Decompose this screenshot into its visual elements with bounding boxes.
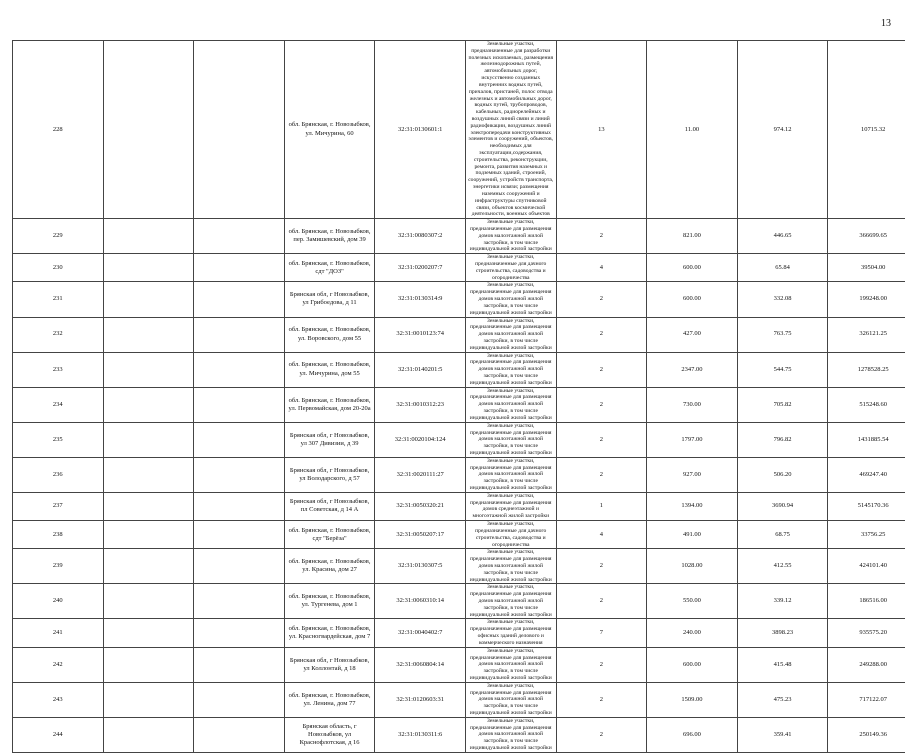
row-number: 243 [13, 682, 104, 717]
cadastral-number-cell: 32:31:0140201:5 [375, 352, 466, 387]
group-code-cell: 2 [556, 352, 647, 387]
table-row [13, 682, 905, 717]
row-number: 240 [13, 584, 104, 619]
cadastral-value-table [12, 40, 905, 753]
area-cell: 11.00 [647, 41, 738, 219]
land-use-cell: Земельные участки, предназначенные для разработки полезных ископаемых, размещения железнодорожных путей, автомобильных дорог, искусственно созданных внутренних водных путей, причалов, пристаней, полос отвода железных и автомобильных дорог, водных путей, трубопроводов, кабельных, радиорелейных и воздушных линий связи и линий радиофикации, воздушных линий электропередачи конструктивных элементов и сооружений, объектов, необходимых для эксплуатации,содержания, строительства, реконструкции, ремонта, развития наземных и подземных зданий, строений, сооружений, устройств транспорта, энергетики исвязи; размещения наземных сооружений и инфраструктуры спутниковой связи, объектов космической деятельности, военных объектов [465, 41, 556, 219]
gap-cell [194, 647, 285, 682]
table-row [13, 352, 905, 387]
land-use-cell: Земельные участки, предназначенные для размещения домов малоэтажной жилой застройки, в том числе индивидуальной жилой застройки [465, 352, 556, 387]
gap-cell [194, 457, 285, 492]
area-cell: 1394.00 [647, 492, 738, 520]
cadastral-value-cell: 10715.32 [828, 41, 905, 219]
area-cell: 427.00 [647, 317, 738, 352]
group-code-cell: 2 [556, 549, 647, 584]
address-cell: Брянская обл, г Новозыбков, ул 307 Дивизии, д 39 [284, 422, 375, 457]
table-row [13, 282, 905, 317]
specific-value-cell: 65.84 [737, 254, 828, 282]
table-row [13, 647, 905, 682]
row-number: 241 [13, 619, 104, 647]
table-row [13, 254, 905, 282]
cadastral-number-cell: 32:31:0060804:14 [375, 647, 466, 682]
group-code-cell: 2 [556, 717, 647, 752]
gap-cell [194, 317, 285, 352]
cadastral-value-cell: 366699.65 [828, 219, 905, 254]
cadastral-number-cell: 32:31:0200207:7 [375, 254, 466, 282]
group-code-cell: 2 [556, 219, 647, 254]
gap-cell [194, 41, 285, 219]
specific-value-cell: 446.65 [737, 219, 828, 254]
group-code-cell: 2 [556, 422, 647, 457]
specific-value-cell: 796.82 [737, 422, 828, 457]
group-code-cell: 2 [556, 387, 647, 422]
gap-cell [194, 492, 285, 520]
row-number: 228 [13, 41, 104, 219]
gap-cell [194, 387, 285, 422]
cadastral-value-cell: 249288.00 [828, 647, 905, 682]
area-cell: 600.00 [647, 647, 738, 682]
area-cell: 491.00 [647, 521, 738, 549]
table-row [13, 317, 905, 352]
address-cell: обл. Брянская, г. Новозыбков, ул. Мичурина, 60 [284, 41, 375, 219]
group-code-cell: 1 [556, 492, 647, 520]
group-code-cell: 2 [556, 282, 647, 317]
specific-value-cell: 974.12 [737, 41, 828, 219]
specific-value-cell: 763.75 [737, 317, 828, 352]
row-number: 244 [13, 717, 104, 752]
cadastral-value-cell: 39504.00 [828, 254, 905, 282]
specific-value-cell: 506.20 [737, 457, 828, 492]
gap-cell [194, 682, 285, 717]
specific-value-cell: 339.12 [737, 584, 828, 619]
address-cell: Брянская обл, г Новозыбков, ул Володарского, д 57 [284, 457, 375, 492]
cadastral-number-cell: 32:31:0120603:31 [375, 682, 466, 717]
cadastral-number-cell: 32:31:0130311:6 [375, 717, 466, 752]
blank-cell [103, 254, 194, 282]
group-code-cell: 2 [556, 584, 647, 619]
row-number: 235 [13, 422, 104, 457]
address-cell: Брянская обл, г Новозыбков, ул Коллонтай, д 18 [284, 647, 375, 682]
group-code-cell: 4 [556, 254, 647, 282]
cadastral-value-cell: 5145170.36 [828, 492, 905, 520]
address-cell: обл. Брянская, г. Новозыбков, пер. Замишевский, дом 39 [284, 219, 375, 254]
cadastral-value-cell: 1431885.54 [828, 422, 905, 457]
area-cell: 550.00 [647, 584, 738, 619]
gap-cell [194, 584, 285, 619]
cadastral-value-cell: 326121.25 [828, 317, 905, 352]
row-number: 237 [13, 492, 104, 520]
specific-value-cell: 3898.23 [737, 619, 828, 647]
area-cell: 240.00 [647, 619, 738, 647]
specific-value-cell: 415.48 [737, 647, 828, 682]
area-cell: 1028.00 [647, 549, 738, 584]
cadastral-value-cell: 515248.60 [828, 387, 905, 422]
cadastral-number-cell: 32:31:0130314:9 [375, 282, 466, 317]
blank-cell [103, 387, 194, 422]
blank-cell [103, 317, 194, 352]
cadastral-value-cell: 250149.36 [828, 717, 905, 752]
row-number: 238 [13, 521, 104, 549]
gap-cell [194, 422, 285, 457]
table-row [13, 387, 905, 422]
blank-cell [103, 492, 194, 520]
area-cell: 730.00 [647, 387, 738, 422]
address-cell: обл. Брянская, г. Новозыбков, ул. Красногвардейская, дом 7 [284, 619, 375, 647]
table-row [13, 457, 905, 492]
land-use-cell: Земельные участки, предназначенные для размещения домов малоэтажной жилой застройки, в том числе индивидуальной жилой застройки [465, 282, 556, 317]
group-code-cell: 4 [556, 521, 647, 549]
land-use-cell: Земельные участки, предназначенные для размещения домов малоэтажной жилой застройки, в том числе индивидуальной жилой застройки [465, 584, 556, 619]
land-use-cell: Земельные участки, предназначенные для дачного строительства, садоводства и огородничества [465, 521, 556, 549]
gap-cell [194, 549, 285, 584]
cadastral-value-cell: 199248.00 [828, 282, 905, 317]
table-row [13, 41, 905, 219]
blank-cell [103, 282, 194, 317]
blank-cell [103, 619, 194, 647]
row-number: 231 [13, 282, 104, 317]
table-row [13, 219, 905, 254]
row-number: 229 [13, 219, 104, 254]
land-use-cell: Земельные участки, предназначенные для размещения домов малоэтажной жилой застройки, в том числе индивидуальной жилой застройки [465, 457, 556, 492]
address-cell: обл. Брянская, г. Новозыбков, ул. Первомайская, дом 20-20а [284, 387, 375, 422]
group-code-cell: 7 [556, 619, 647, 647]
blank-cell [103, 41, 194, 219]
land-use-cell: Земельные участки, предназначенные для дачного строительства, садоводства и огородничества [465, 254, 556, 282]
address-cell: Брянская обл, г Новозыбков, пл Советская, д 14 А [284, 492, 375, 520]
cadastral-number-cell: 32:31:0050320:21 [375, 492, 466, 520]
gap-cell [194, 717, 285, 752]
specific-value-cell: 332.08 [737, 282, 828, 317]
address-cell: обл. Брянская, г. Новозыбков, сдт "Берёза" [284, 521, 375, 549]
specific-value-cell: 359.41 [737, 717, 828, 752]
cadastral-value-cell: 424101.40 [828, 549, 905, 584]
address-cell: обл. Брянская, г. Новозыбков, ул. Тургенева, дом 1 [284, 584, 375, 619]
blank-cell [103, 717, 194, 752]
cadastral-number-cell: 32:31:0040402:7 [375, 619, 466, 647]
address-cell: обл. Брянская, г. Новозыбков, сдт "ДОЗ" [284, 254, 375, 282]
blank-cell [103, 219, 194, 254]
gap-cell [194, 619, 285, 647]
area-cell: 821.00 [647, 219, 738, 254]
table-row [13, 521, 905, 549]
area-cell: 2347.00 [647, 352, 738, 387]
address-cell: обл. Брянская, г. Новозыбков, ул. Ленина, дом 77 [284, 682, 375, 717]
cadastral-value-cell: 935575.20 [828, 619, 905, 647]
cadastral-number-cell: 32:31:0020111:27 [375, 457, 466, 492]
table-row [13, 492, 905, 520]
gap-cell [194, 282, 285, 317]
address-cell: Брянская обл, г Новозыбков, ул Грибоедова, д 11 [284, 282, 375, 317]
address-cell: обл. Брянская, г. Новозыбков, ул. Воровского, дом 55 [284, 317, 375, 352]
row-number: 232 [13, 317, 104, 352]
land-use-cell: Земельные участки, предназначенные для размещения домов среднеэтажной и многоэтажной жилой застройки [465, 492, 556, 520]
table-row [13, 549, 905, 584]
area-cell: 1509.00 [647, 682, 738, 717]
cadastral-number-cell: 32:31:0010312:23 [375, 387, 466, 422]
specific-value-cell: 68.75 [737, 521, 828, 549]
cadastral-number-cell: 32:31:0020104:124 [375, 422, 466, 457]
group-code-cell: 13 [556, 41, 647, 219]
cadastral-value-cell: 186516.00 [828, 584, 905, 619]
cadastral-number-cell: 32:31:0060310:14 [375, 584, 466, 619]
table-row [13, 619, 905, 647]
table-row [13, 422, 905, 457]
table-row [13, 584, 905, 619]
row-number: 239 [13, 549, 104, 584]
land-use-cell: Земельные участки, предназначенные для размещения домов малоэтажной жилой застройки, в том числе индивидуальной жилой застройки [465, 219, 556, 254]
blank-cell [103, 682, 194, 717]
address-cell: обл. Брянская, г. Новозыбков, ул. Красина, дом 27 [284, 549, 375, 584]
cadastral-number-cell: 32:31:0130601:1 [375, 41, 466, 219]
cadastral-value-cell: 717122.07 [828, 682, 905, 717]
land-use-cell: Земельные участки, предназначенные для размещения домов малоэтажной жилой застройки, в том числе индивидуальной жилой застройки [465, 717, 556, 752]
row-number: 242 [13, 647, 104, 682]
area-cell: 600.00 [647, 282, 738, 317]
cadastral-number-cell: 32:31:0080307:2 [375, 219, 466, 254]
specific-value-cell: 475.23 [737, 682, 828, 717]
row-number: 233 [13, 352, 104, 387]
land-use-cell: Земельные участки, предназначенные для размещения домов малоэтажной жилой застройки, в том числе индивидуальной жилой застройки [465, 549, 556, 584]
cadastral-number-cell: 32:31:0010123:74 [375, 317, 466, 352]
blank-cell [103, 457, 194, 492]
cadastral-number-cell: 32:31:0050207:17 [375, 521, 466, 549]
area-cell: 1797.00 [647, 422, 738, 457]
gap-cell [194, 352, 285, 387]
gap-cell [194, 219, 285, 254]
land-use-cell: Земельные участки, предназначенные для размещения домов малоэтажной жилой застройки, в том числе индивидуальной жилой застройки [465, 387, 556, 422]
blank-cell [103, 422, 194, 457]
blank-cell [103, 521, 194, 549]
gap-cell [194, 254, 285, 282]
address-cell: Брянская область, г Новозыбков, ул Краснофлотская, д 16 [284, 717, 375, 752]
area-cell: 927.00 [647, 457, 738, 492]
cadastral-value-cell: 469247.40 [828, 457, 905, 492]
blank-cell [103, 647, 194, 682]
group-code-cell: 2 [556, 317, 647, 352]
land-use-cell: Земельные участки, предназначенные для размещения домов малоэтажной жилой застройки, в том числе индивидуальной жилой застройки [465, 317, 556, 352]
row-number: 236 [13, 457, 104, 492]
specific-value-cell: 705.82 [737, 387, 828, 422]
blank-cell [103, 584, 194, 619]
specific-value-cell: 544.75 [737, 352, 828, 387]
land-use-cell: Земельные участки, предназначенные для размещения домов малоэтажной жилой застройки, в том числе индивидуальной жилой застройки [465, 422, 556, 457]
group-code-cell: 2 [556, 682, 647, 717]
address-cell: обл. Брянская, г. Новозыбков, ул. Мичурина, дом 55 [284, 352, 375, 387]
land-use-cell: Земельные участки, предназначенные для размещения домов малоэтажной жилой застройки, в том числе индивидуальной жилой застройки [465, 682, 556, 717]
blank-cell [103, 549, 194, 584]
blank-cell [103, 352, 194, 387]
cadastral-value-cell: 1278528.25 [828, 352, 905, 387]
land-use-cell: Земельные участки, предназначенные для размещения домов малоэтажной жилой застройки, в том числе индивидуальной жилой застройки [465, 647, 556, 682]
cadastral-value-cell: 33756.25 [828, 521, 905, 549]
specific-value-cell: 3690.94 [737, 492, 828, 520]
land-use-cell: Земельные участки, предназначенные для размещения офисных зданий делового и коммерческого назначения [465, 619, 556, 647]
group-code-cell: 2 [556, 457, 647, 492]
page-number: 13 [881, 18, 891, 29]
table-row [13, 717, 905, 752]
cadastral-number-cell: 32:31:0130307:5 [375, 549, 466, 584]
row-number: 230 [13, 254, 104, 282]
group-code-cell: 2 [556, 647, 647, 682]
area-cell: 696.00 [647, 717, 738, 752]
gap-cell [194, 521, 285, 549]
area-cell: 600.00 [647, 254, 738, 282]
row-number: 234 [13, 387, 104, 422]
specific-value-cell: 412.55 [737, 549, 828, 584]
